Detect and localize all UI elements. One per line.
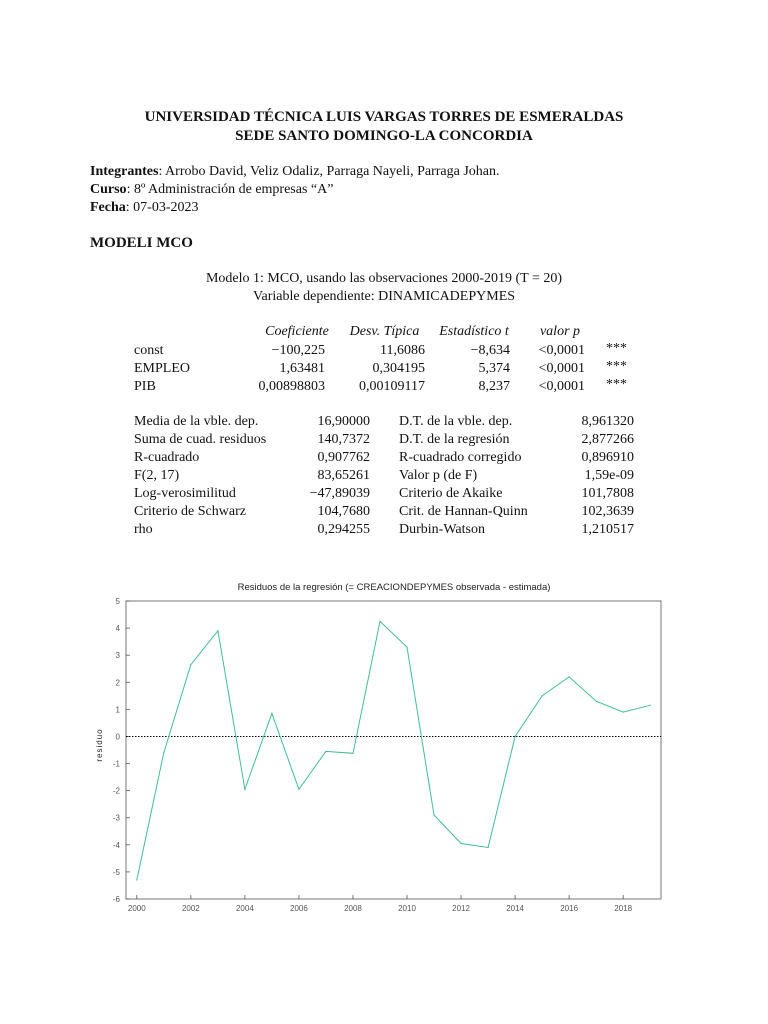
y-tick-label: -6	[112, 895, 120, 904]
y-tick-label: 0	[115, 732, 120, 742]
y-tick-label: -5	[112, 867, 120, 877]
residual-point	[542, 695, 543, 696]
stat-value: 1,59e-09	[584, 468, 634, 483]
stat-value: −47,89039	[309, 486, 370, 501]
residual-point	[379, 621, 380, 622]
col-header-se: Desv. Típica	[349, 324, 420, 339]
x-tick-label: 2014	[506, 904, 524, 913]
col-header-t: Estadístico t	[439, 324, 509, 339]
stat-value: 102,3639	[581, 504, 634, 519]
stat-label: Valor p (de F)	[399, 468, 478, 483]
model-dependent-variable: Variable dependiente: DINAMICADEPYMES	[252, 289, 516, 304]
significance-stars: ***	[606, 359, 627, 374]
t-value: 8,237	[478, 379, 510, 394]
integrantes-value: : Arrobo David, Veliz Odaliz, Parraga Nayeli, Parraga Johan.	[158, 164, 500, 179]
stat-label: Criterio de Akaike	[399, 486, 503, 501]
curso-label: Curso	[90, 182, 127, 197]
coef-row-name: EMPLEO	[134, 361, 190, 376]
integrantes-line	[90, 164, 500, 180]
significance-stars: ***	[606, 377, 627, 392]
chart-title: Residuos de la regresión (= CREACIONDEPYMES observada - estimada)	[237, 582, 551, 593]
residual-point	[352, 753, 353, 754]
p-value: <0,0001	[538, 379, 585, 394]
campus-title: SEDE SANTO DOMINGO-LA CONCORDIA	[235, 128, 533, 144]
stat-label: Crit. de Hannan-Quinn	[399, 504, 528, 519]
residual-point	[514, 736, 515, 737]
residual-point	[298, 789, 299, 790]
y-tick-label: 2	[115, 678, 120, 688]
x-tick-label: 2018	[614, 904, 633, 913]
coef-value: 1,63481	[279, 361, 325, 376]
residual-point	[244, 789, 245, 790]
p-value: <0,0001	[538, 343, 585, 358]
se-value: 0,304195	[372, 361, 425, 376]
residual-series-line	[137, 621, 650, 880]
residual-point	[487, 847, 488, 848]
y-tick-label: 3	[115, 651, 120, 661]
p-value: <0,0001	[538, 361, 585, 376]
residual-point	[190, 664, 191, 665]
col-header-coef: Coeficiente	[265, 324, 329, 339]
significance-stars: ***	[606, 341, 627, 356]
x-tick-label: 2016	[560, 904, 579, 913]
x-axis	[128, 895, 633, 913]
t-value: −8,634	[470, 343, 510, 358]
residual-point	[460, 843, 461, 844]
stat-value: 1,210517	[581, 522, 634, 537]
stat-value: 83,65261	[317, 468, 370, 483]
y-axis-label: residuo	[95, 728, 104, 762]
residual-point	[650, 705, 651, 706]
y-tick-label: -3	[112, 813, 120, 823]
y-tick-label: 4	[115, 624, 120, 634]
residual-points	[136, 621, 651, 881]
col-header-p: valor p	[539, 324, 581, 339]
stat-value: 2,877266	[581, 432, 634, 447]
residual-chart	[0, 570, 768, 920]
stat-value: 0,294255	[317, 522, 370, 537]
y-tick-label: 5	[115, 597, 120, 606]
x-tick-label: 2006	[290, 904, 308, 913]
x-tick-label: 2010	[398, 904, 416, 913]
stat-label: R-cuadrado corregido	[399, 450, 522, 465]
stat-label: rho	[134, 522, 153, 537]
x-tick-label: 2004	[235, 904, 254, 913]
fecha-value: : 07-03-2023	[125, 200, 199, 215]
university-title: UNIVERSIDAD TÉCNICA LUIS VARGAS TORRES DE ESMERALDAS	[144, 109, 624, 125]
residual-point	[325, 751, 326, 752]
x-tick-label: 2008	[344, 904, 362, 913]
x-tick-label: 2002	[181, 904, 200, 913]
stat-value: 0,907762	[317, 450, 370, 465]
residual-point	[271, 713, 272, 714]
residual-point	[569, 676, 570, 677]
curso-line	[90, 182, 333, 198]
stat-label: Media de la vble. dep.	[134, 414, 259, 429]
stat-value: 101,7808	[581, 486, 634, 501]
coef-value: −100,225	[271, 343, 325, 358]
residual-point	[406, 646, 407, 647]
stat-value: 16,90000	[317, 414, 370, 429]
coef-row-name: const	[134, 343, 164, 358]
stat-label: Suma de cuad. residuos	[134, 432, 267, 447]
y-axis	[113, 597, 130, 904]
residual-point	[596, 701, 597, 702]
stat-label: F(2, 17)	[134, 468, 180, 483]
se-value: 0,00109117	[359, 379, 425, 394]
stat-label: Log-verosimilitud	[134, 486, 236, 501]
stat-label: Criterio de Schwarz	[134, 504, 246, 519]
curso-value: : 8º Administración de empresas “A”	[126, 182, 334, 197]
fecha-label: Fecha	[90, 200, 126, 215]
fecha-line	[90, 200, 198, 216]
model-caption: Modelo 1: MCO, usando las observaciones 2000-2019 (T = 20)	[205, 271, 563, 286]
section-title: MODELI MCO	[90, 235, 193, 251]
coef-row-name: PIB	[134, 379, 156, 394]
x-tick-label: 2000	[127, 904, 146, 913]
stat-value: 104,7680	[317, 504, 370, 519]
se-value: 11,6086	[380, 343, 425, 358]
stat-value: 8,961320	[581, 414, 634, 429]
integrantes-label: Integrantes	[90, 164, 159, 179]
y-tick-label: 1	[115, 705, 120, 715]
stat-label: Durbin-Watson	[399, 522, 485, 537]
residual-point	[217, 630, 218, 631]
x-tick-label: 2012	[452, 904, 470, 913]
residual-point	[136, 879, 137, 880]
stat-value: 140,7372	[317, 432, 370, 447]
t-value: 5,374	[478, 361, 510, 376]
y-tick-label: -4	[112, 840, 120, 850]
residual-point	[163, 752, 164, 753]
residual-point	[433, 814, 434, 815]
stat-label: D.T. de la regresión	[399, 432, 510, 447]
residual-point	[623, 711, 624, 712]
stat-value: 0,896910	[581, 450, 634, 465]
y-tick-label: -2	[112, 786, 120, 796]
y-tick-label: -1	[112, 759, 120, 769]
coef-value: 0,00898803	[258, 379, 325, 394]
stat-label: R-cuadrado	[134, 450, 200, 465]
stat-label: D.T. de la vble. dep.	[399, 414, 513, 429]
